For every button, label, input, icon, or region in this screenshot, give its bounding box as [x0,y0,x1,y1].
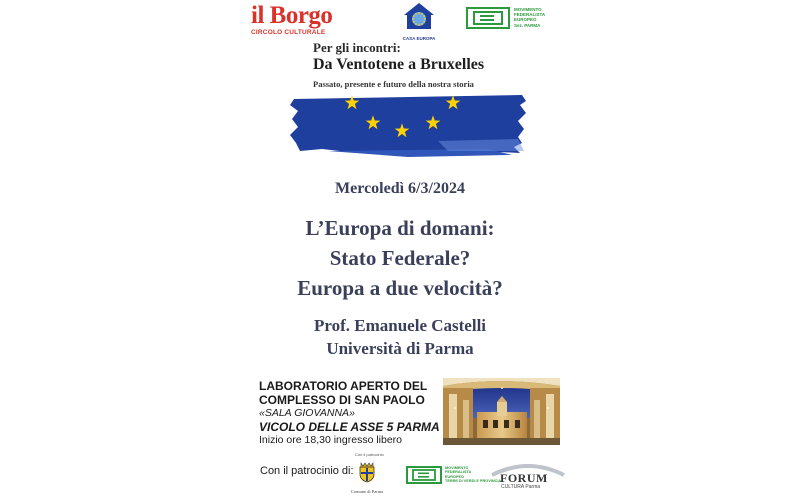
house-icon [403,2,435,30]
mfe-line: TERRE DI VERDI E PROVINCIA [445,479,502,484]
il-borgo-subtitle: CIRCOLO CULTURALE [251,29,326,36]
mfe-e-icon [408,468,440,482]
mfe-e-icon [468,9,508,27]
mfe-line: FEDERALISTA [514,12,546,18]
comune-di-parma-logo [350,461,384,494]
venue-line: LABORATORIO APERTO DEL [259,379,428,393]
mfe-line: FEDERALISTA [445,470,472,475]
patronage-small-note: Con il patrocinio [355,452,384,457]
mfe-text [514,7,545,28]
mfe-line: EUROPEO [445,474,464,479]
speaker-affiliation: Università di Parma [326,339,474,358]
casa-europa-label: CASA EUROPA [402,36,436,41]
event-date: Mercoledì 6/3/2024 [335,180,465,197]
mfe-logo [466,7,556,31]
forum-name: FORUM [500,471,548,485]
series-title: Da Ventotene a Bruxelles [313,56,485,73]
mfe-emblem [466,7,510,29]
venue-block [259,379,440,447]
eu-flag-brushstroke [288,91,528,161]
coat-of-arms-icon [356,461,378,483]
mfe-line: Sez. PARMA [514,22,541,28]
speaker-name: Prof. Emanuele Castelli [313,316,487,335]
series-subtitle: Passato, presente e futuro della nostra storia [313,79,474,89]
mfe-line: MOVIMENTO [514,7,542,12]
forum-cultura-logo [488,461,568,493]
series-intro: Per gli incontri: [313,40,401,55]
casa-europa-logo [402,2,436,41]
talk-title-line: Europa a due velocità? [297,276,503,300]
talk-title-line: L’Europa di domani: [305,216,495,240]
venue-time-note: Inizio ore 18,30 ingresso libero [259,434,403,446]
mfe-line: EUROPEO [514,17,537,23]
mfe-line: MOVIMENTO [445,466,469,470]
il-borgo-name: il Borgo [251,2,333,29]
venue-photo [443,378,560,445]
patronage-label: Con il patrocinio di: [260,465,354,477]
venue-line: COMPLESSO DI SAN PAOLO [259,393,425,407]
talk-title-line: Stato Federale? [329,246,471,270]
mfe-emblem-footer [406,466,442,484]
il-borgo-logo [251,3,361,36]
venue-room: «SALA GIOVANNA» [259,407,355,419]
mfe-logo-footer [406,466,502,488]
forum-subtitle: CULTURA Parma [501,484,541,490]
venue-address: VICOLO DELLE ASSE 5 PARMA [259,420,440,434]
comune-label: Comune di Parma [350,489,384,494]
